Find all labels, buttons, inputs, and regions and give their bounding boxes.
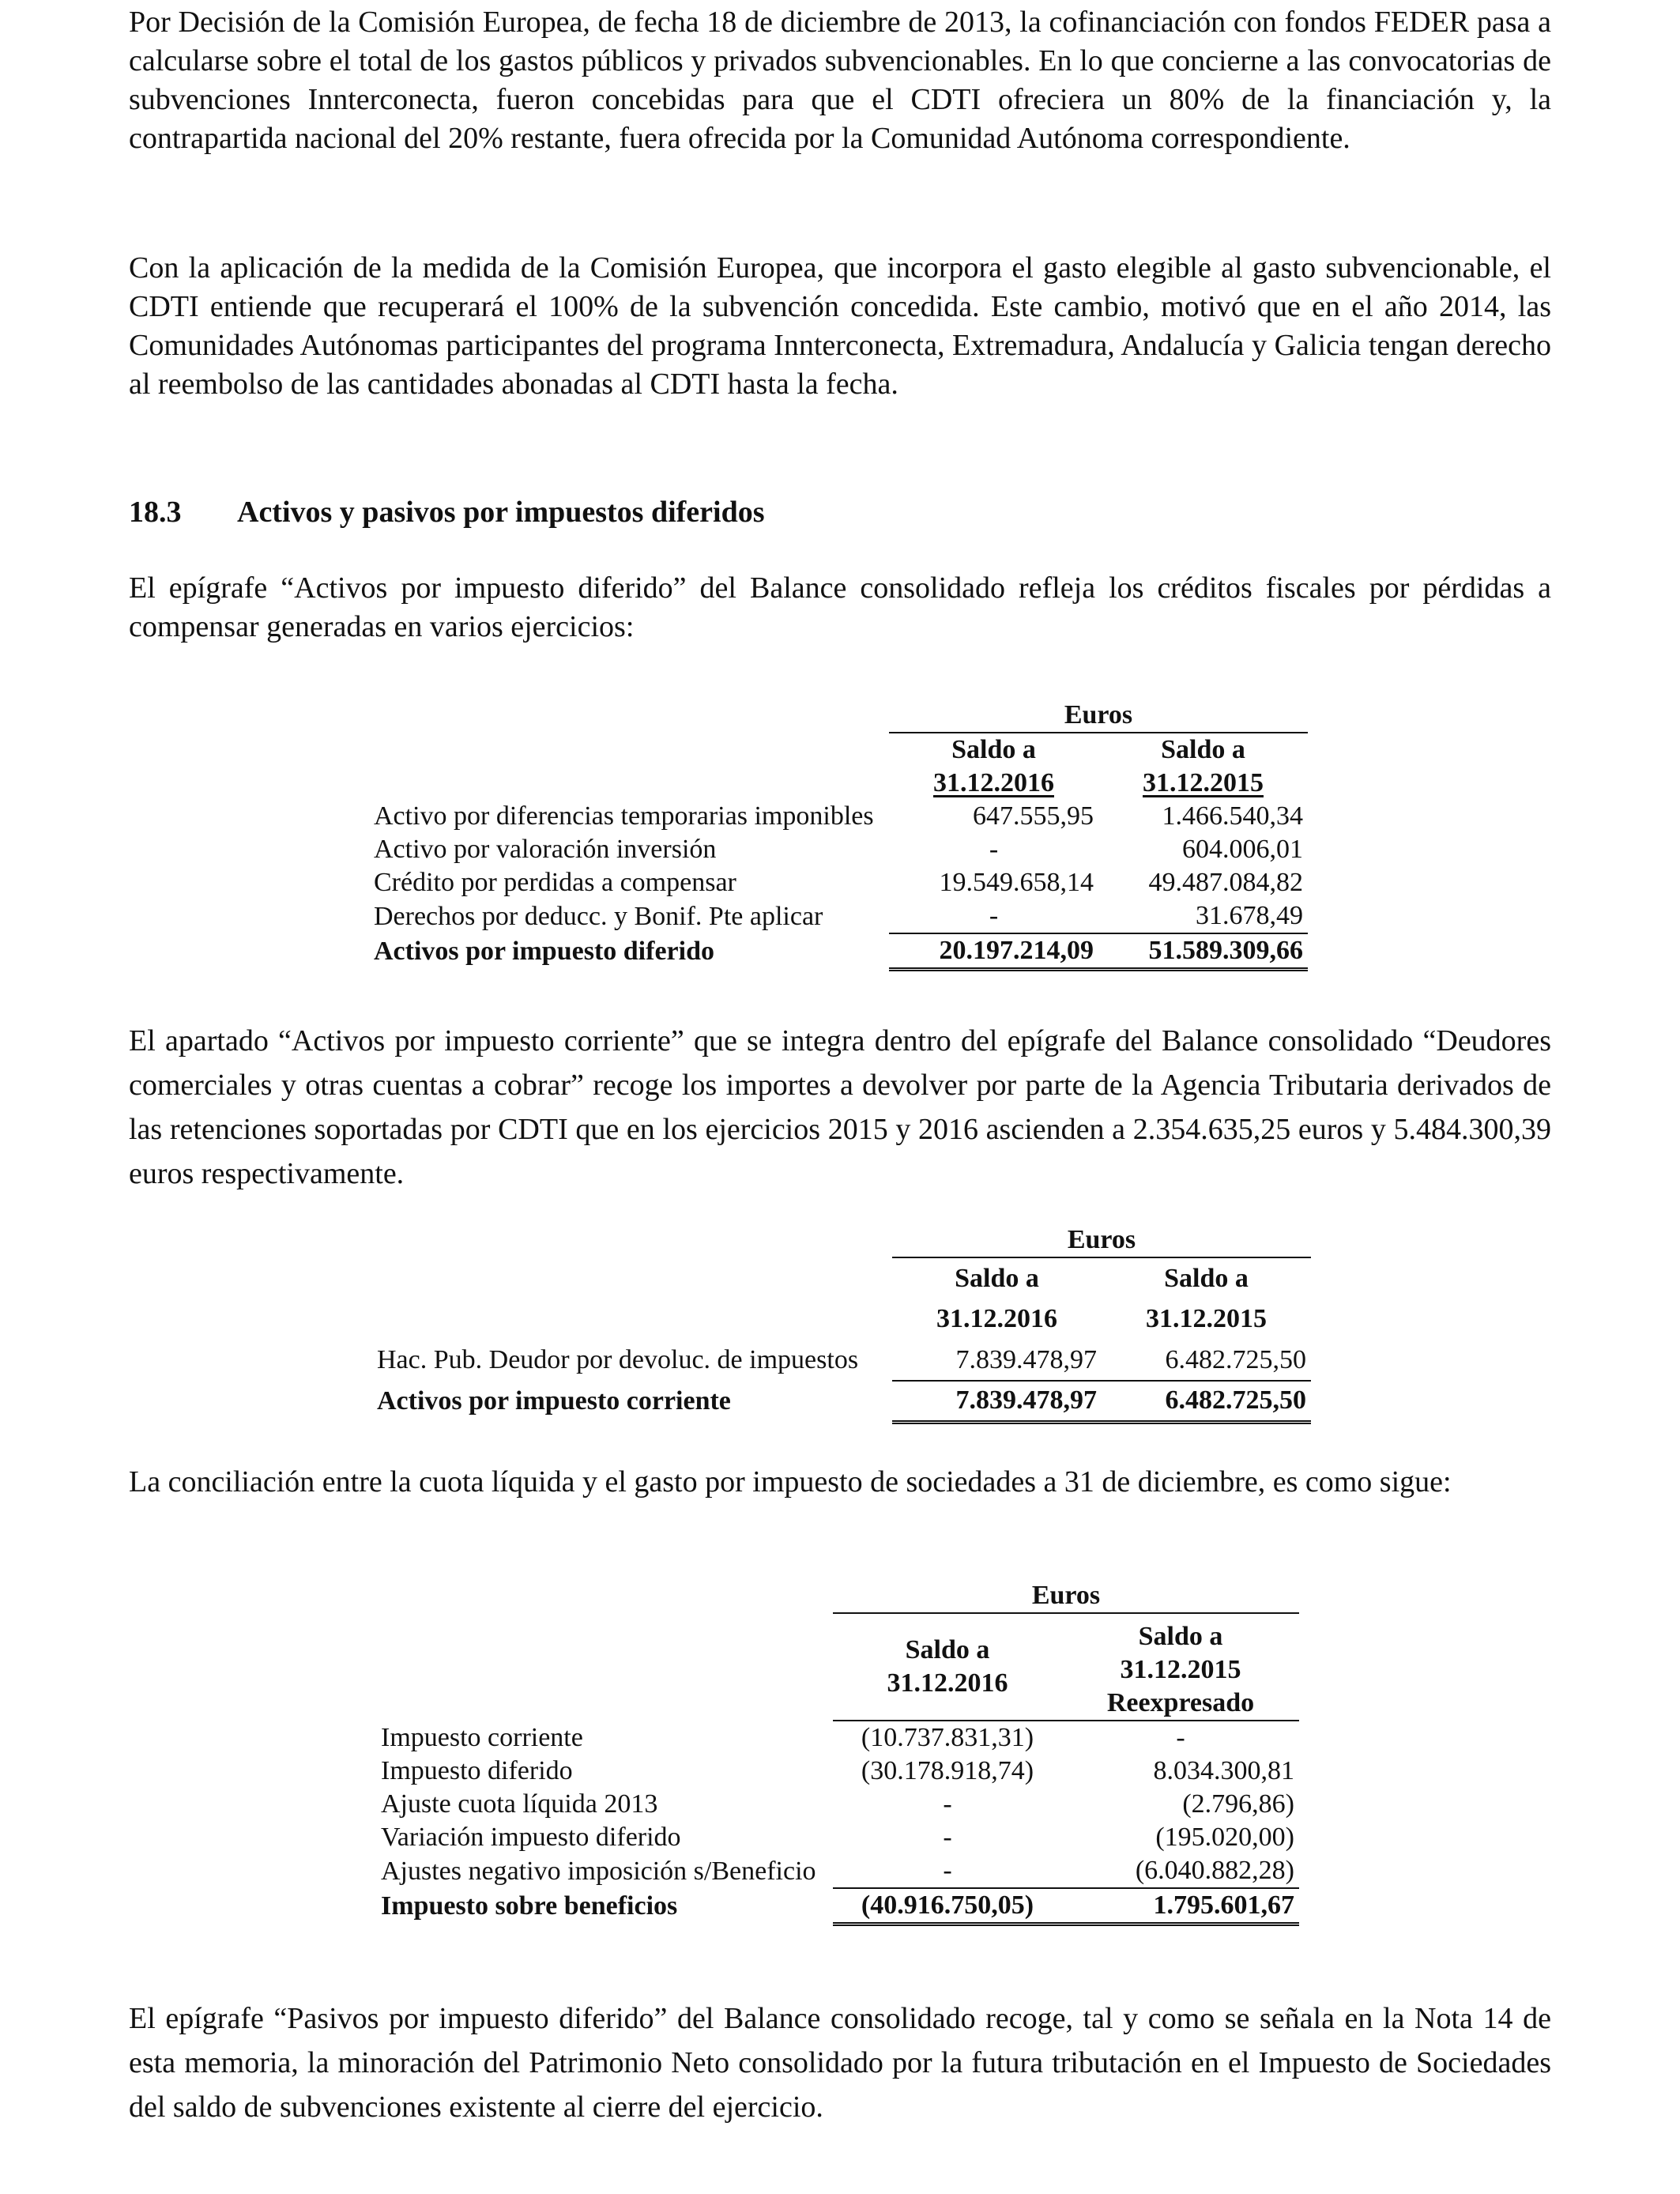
row-value-2016: (10.737.831,31) [861,1723,1034,1752]
section-heading [129,493,765,532]
table-row [369,899,1308,933]
table2-col2016-line1: Saldo a [955,1263,1039,1293]
table-tax-reconciliation [376,1579,1299,1926]
total-label: Activos por impuesto corriente [377,1386,731,1416]
table-current-tax-assets [372,1223,1311,1424]
table-total-row [372,1381,1311,1422]
table1-col2016-line1: Saldo a [951,735,1036,764]
table-row [376,1755,1299,1788]
table2-col2015-date: 31.12.2015 [1146,1304,1267,1333]
total-value-2015: 1.795.601,67 [1062,1888,1299,1924]
row-value-2015: (195.020,00) [1155,1823,1294,1852]
table3-col2016-header [833,1613,1062,1721]
row-value-2015: 49.487.084,82 [1148,868,1303,897]
table1-col2015-date: 31.12.2015 [1143,768,1264,797]
table-total-row [369,933,1308,970]
total-value-2016: (40.916.750,05) [833,1888,1062,1924]
table-row [369,866,1308,899]
table3-col2015-restated: Reexpresado [1062,1687,1299,1721]
row-label: Ajustes negativo imposición s/Beneficio [381,1856,816,1886]
row-label: Ajuste cuota líquida 2013 [381,1789,658,1819]
total-value-2016: 7.839.478,97 [892,1381,1102,1422]
table3-col2016-line1: Saldo a [905,1635,990,1664]
table-row [376,1854,1299,1888]
total-value-2015: 6.482.725,50 [1102,1381,1311,1422]
row-label: Derechos por deducc. y Bonif. Pte aplicar [374,901,823,931]
row-label: Activo por valoración inversión [374,835,717,864]
paragraph-deferred-tax-assets: El epígrafe “Activos por impuesto diferido” del Balance consolidado refleja los créditos fiscales por pérdidas a compensar generadas en varios ejercicios: [129,571,1551,643]
table1-col2016-date: 31.12.2016 [933,768,1054,797]
table1-currency-header: Euros [889,699,1308,733]
row-value-2015: - [1176,1723,1185,1752]
row-label: Crédito por perdidas a compensar [374,868,736,897]
row-value-2016: 7.839.478,97 [892,1340,1102,1381]
row-label: Hac. Pub. Deudor por devoluc. de impuestos [377,1345,859,1374]
table3-currency-header: Euros [833,1579,1299,1613]
row-value-2016: 647.555,95 [973,801,1094,831]
table1-col2015-line1: Saldo a [1161,735,1245,764]
paragraph-current-tax-assets: El apartado “Activos por impuesto corriente” que se integra dentro del epígrafe del Balance consolidado “Deudores comerciales y otras cuentas a cobrar” recoge los importes a devolver por parte de la Agencia Tributaria derivados de las retenciones soportadas por CDTI que en los ejercicios 2015 y 2016 ascienden a 2.354.635,25 euros y 5.484.300,39 euros respectivamente. [129,1024,1551,1190]
total-value-2016: 20.197.214,09 [889,933,1098,970]
total-label: Impuesto sobre beneficios [381,1891,678,1921]
paragraph-feder-cofinancing: Por Decisión de la Comisión Europea, de fecha 18 de diciembre de 2013, la cofinanciación con fondos FEDER pasa a calcularse sobre el total de los gastos públicos y privados subvencionables. En lo que concierne a las convocatorias de subvenciones Innterconecta, fueron concebidas para que el CDTI ofreciera un 80% de la financiación y, la contrapartida nacional del 20% restante, fuera ofrecida por la Comunidad Autónoma correspondiente. [129,6,1551,155]
row-value-2015: 1.466.540,34 [1162,801,1303,831]
row-value-2016: - [943,1789,952,1819]
row-value-2015: (6.040.882,28) [1135,1856,1294,1885]
paragraph-european-commission-measure: Con la aplicación de la medida de la Comisión Europea, que incorpora el gasto elegible al gasto subvencionable, el CDTI entiende que recuperará el 100% de la subvención concedida. Este cambio, motivó que en el año 2014, las Comunidades Autónomas participantes del programa Innterconecta, Extremadura, Andalucía y Galicia tengan derecho al reembolso de las cantidades abonadas al CDTI hasta la fecha. [129,251,1551,401]
row-value-2015: 8.034.300,81 [1153,1756,1294,1785]
table2-currency-header: Euros [892,1223,1311,1257]
row-value-2015: 31.678,49 [1196,901,1303,930]
table-row [369,800,1308,833]
row-value-2015: 6.482.725,50 [1102,1340,1311,1381]
table3-col2015-date: 31.12.2015 [1120,1655,1241,1684]
row-label: Impuesto corriente [381,1722,583,1752]
table-row [372,1340,1311,1381]
table-row [369,833,1308,866]
paragraph-deferred-tax-liabilities: El epígrafe “Pasivos por impuesto diferido” del Balance consolidado recoge, tal y como se señala en la Nota 14 de esta memoria, la minoración del Patrimonio Neto consolidado por la futura tributación en el Impuesto de Sociedades del saldo de subvenciones existente al cierre del ejercicio. [129,2002,1551,2124]
table-row [376,1821,1299,1854]
table-deferred-tax-assets [369,699,1308,971]
row-value-2016: - [943,1856,952,1885]
table2-col2016-date: 31.12.2016 [936,1304,1057,1333]
row-value-2016: - [989,901,999,930]
table-row [376,1721,1299,1755]
table3-col2015-line1: Saldo a [1138,1622,1223,1651]
section-title: Activos y pasivos por impuestos diferidos [237,496,765,529]
row-value-2016: 19.549.658,14 [939,868,1094,897]
row-value-2015: 604.006,01 [1182,835,1303,864]
row-value-2016: - [989,835,999,864]
row-label: Impuesto diferido [381,1756,573,1785]
row-label: Variación impuesto diferido [381,1823,681,1852]
total-value-2015: 51.589.309,66 [1098,933,1308,970]
total-label: Activos por impuesto diferido [374,936,714,966]
table3-col2016-date: 31.12.2016 [887,1668,1008,1698]
paragraph-reconciliation: La conciliación entre la cuota líquida y el gasto por impuesto de sociedades a 31 de diciembre, es como sigue: [129,1465,1452,1498]
table-row [376,1788,1299,1821]
row-label: Activo por diferencias temporarias imponibles [374,801,874,831]
row-value-2016: - [943,1823,952,1852]
table2-col2015-line1: Saldo a [1164,1263,1249,1293]
section-number: 18.3 [129,496,182,529]
row-value-2016: (30.178.918,74) [861,1756,1034,1785]
table-total-row [376,1888,1299,1924]
row-value-2015: (2.796,86) [1182,1789,1294,1819]
